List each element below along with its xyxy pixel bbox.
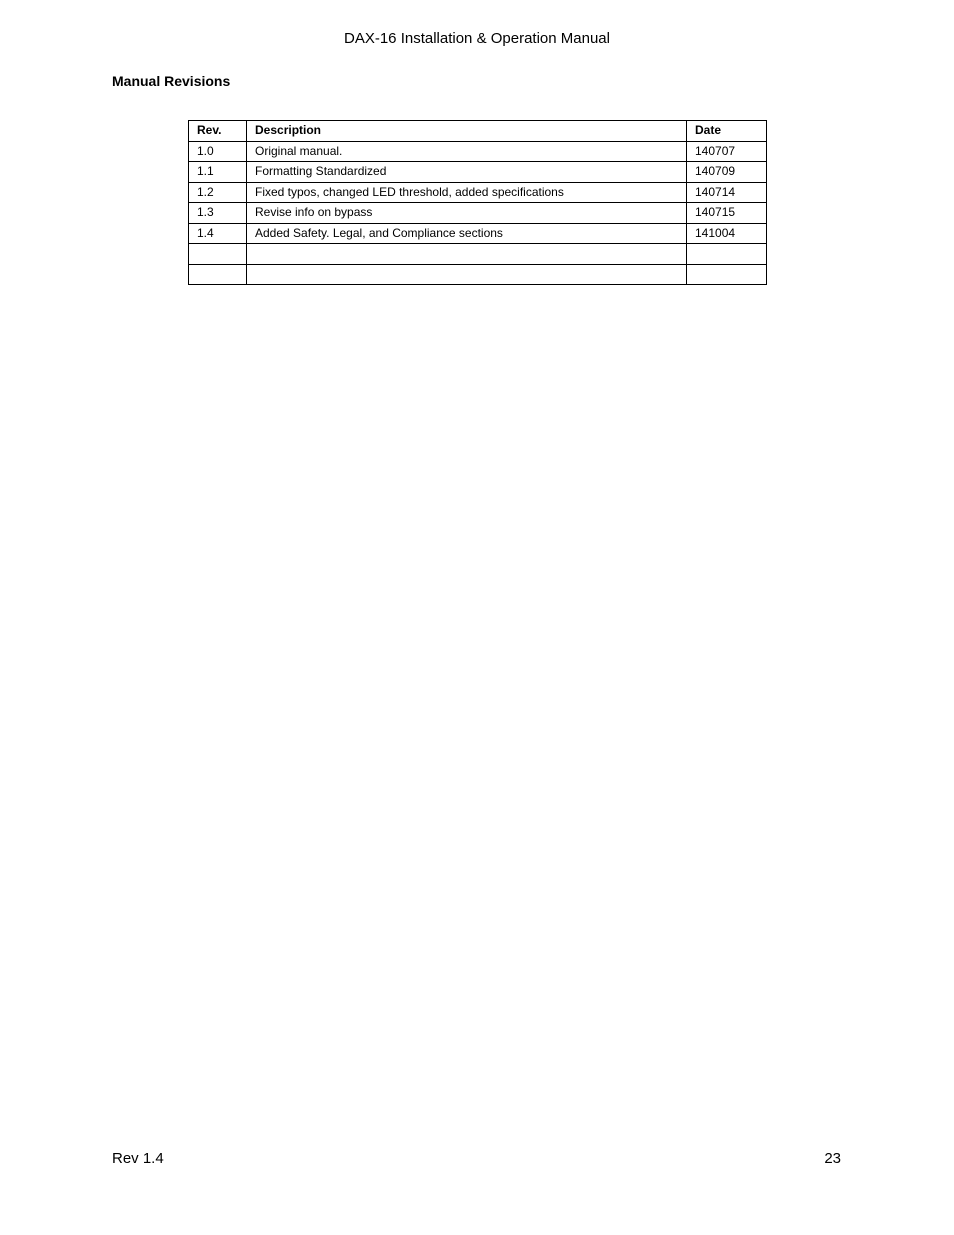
- cell-date: 140707: [687, 141, 767, 162]
- cell-date: [687, 244, 767, 265]
- table-row: [189, 141, 767, 162]
- cell-description: Revise info on bypass: [247, 203, 687, 224]
- cell-description: Formatting Standardized: [247, 162, 687, 183]
- column-header-description: Description: [247, 121, 687, 142]
- column-header-rev: Rev.: [189, 121, 247, 142]
- cell-rev: [189, 244, 247, 265]
- table-row-empty: [189, 264, 767, 285]
- cell-date: 140715: [687, 203, 767, 224]
- revisions-table: [188, 120, 767, 285]
- cell-rev: 1.0: [189, 141, 247, 162]
- cell-description: [247, 264, 687, 285]
- cell-description: Original manual.: [247, 141, 687, 162]
- table-row: [189, 162, 767, 183]
- table-row: [189, 203, 767, 224]
- cell-rev: [189, 264, 247, 285]
- section-title: Manual Revisions: [112, 73, 231, 89]
- cell-date: 141004: [687, 223, 767, 244]
- footer-page-number: 23: [824, 1150, 841, 1167]
- cell-date: 140714: [687, 182, 767, 203]
- cell-rev: 1.3: [189, 203, 247, 224]
- cell-rev: 1.4: [189, 223, 247, 244]
- cell-description: Added Safety. Legal, and Compliance sections: [247, 223, 687, 244]
- cell-rev: 1.1: [189, 162, 247, 183]
- cell-rev: 1.2: [189, 182, 247, 203]
- page-header: DAX-16 Installation & Operation Manual: [344, 30, 610, 47]
- table-header-row: [189, 121, 767, 142]
- cell-description: Fixed typos, changed LED threshold, added specifications: [247, 182, 687, 203]
- cell-description: [247, 244, 687, 265]
- cell-date: 140709: [687, 162, 767, 183]
- column-header-date: Date: [687, 121, 767, 142]
- table-row-empty: [189, 244, 767, 265]
- table-row: [189, 223, 767, 244]
- cell-date: [687, 264, 767, 285]
- table-row: [189, 182, 767, 203]
- footer-revision: Rev 1.4: [112, 1150, 164, 1167]
